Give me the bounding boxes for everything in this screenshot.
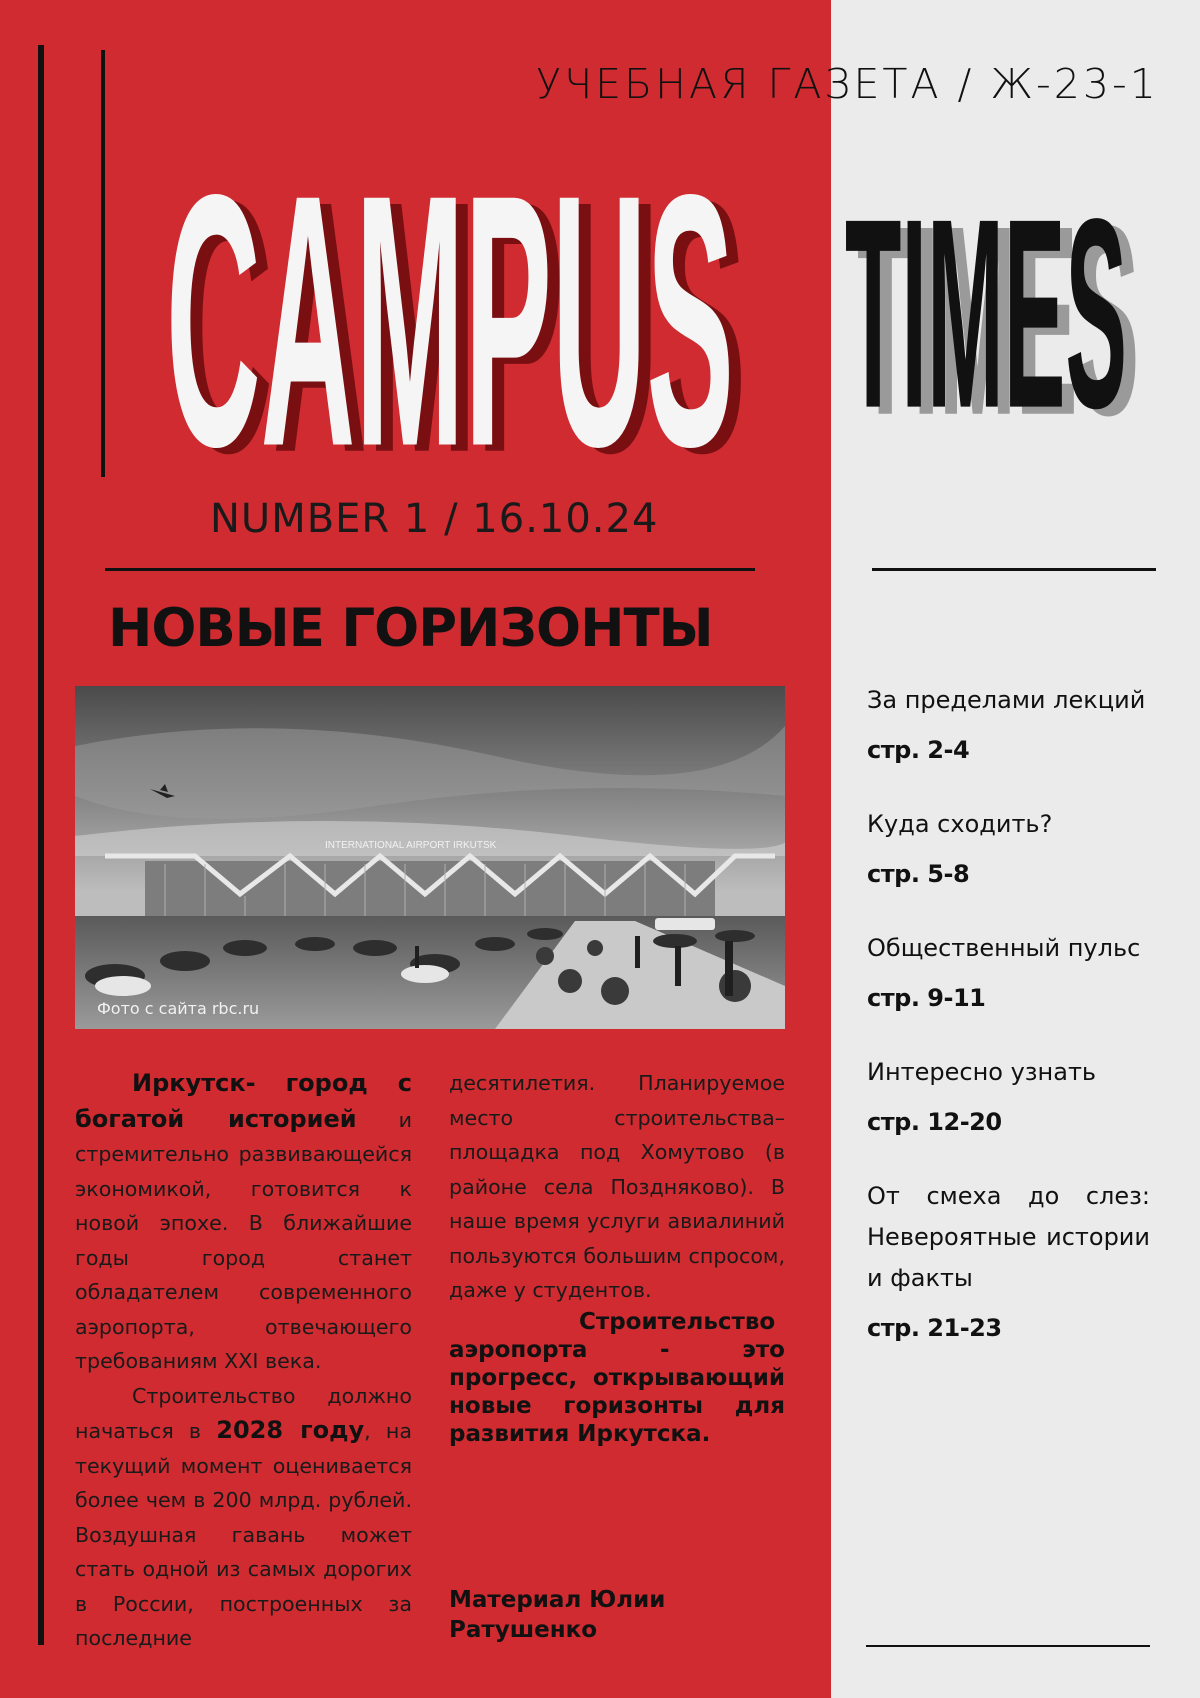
campus-title-text: CAMPUS: [166, 120, 734, 460]
times-title-text: TIMES: [845, 178, 1127, 448]
issue-number: NUMBER 1 / 16.10.24: [210, 496, 659, 542]
masthead-campus: [166, 60, 756, 460]
p2-start: Строительство должно начаться в: [75, 1383, 412, 1443]
article-paragraph-1: [75, 1066, 412, 1379]
toc-item-pages: стр. 5-8: [867, 860, 970, 888]
left-vertical-rule: [38, 45, 44, 1645]
photo-credit: Фото с сайта rbc.ru: [97, 999, 260, 1018]
article-author: Материал Юлии Ратушенко: [449, 1587, 666, 1643]
toc-item-title: От смеха до слез: Невероятные истории и факты: [867, 1182, 1150, 1292]
article-paragraph-2: [75, 1379, 412, 1656]
toc-item-pages: стр. 9-11: [867, 984, 986, 1012]
campus-shadow-text: CAMPUS: [178, 127, 746, 460]
times-shadow-text: TIMES: [857, 178, 1139, 448]
table-of-contents: [867, 680, 1150, 1382]
article-headline: НОВЫЕ ГОРИЗОНТЫ: [108, 598, 713, 659]
p2-text: , на текущий момент оценивается более чем в 200 млрд. рублей. Воздушная гавань может стать одной из самых дорогих в России, построенных за последние: [75, 1419, 412, 1650]
toc-item[interactable]: [867, 804, 1150, 888]
toc-item[interactable]: [867, 680, 1150, 764]
headline-rule: [105, 568, 755, 571]
article-column-2: [449, 1066, 785, 1448]
lead-text: и стремительно развивающейся экономикой, готовится к новой эпохе. В ближайшие годы город станет обладателем современного аэропорта, отвечающего требованиям XXI века.: [75, 1107, 412, 1373]
toc-item[interactable]: [867, 1052, 1150, 1136]
toc-item-pages: стр. 2-4: [867, 736, 970, 764]
toc-item-pages: стр. 21-23: [867, 1314, 1002, 1342]
title-vertical-rule: [101, 50, 105, 477]
toc-item-title: За пределами лекций: [867, 686, 1146, 714]
article-paragraph-2-continued: десятилетия. Планируемое место строительства– площадка под Хомутово (в районе села Поздняково). В наше время услуги авиалиний пользуются большим спросом, даже у студентов.: [449, 1071, 785, 1302]
airport-photo: [75, 686, 785, 1029]
article-column-1: [75, 1066, 412, 1656]
toc-item-title: Куда сходить?: [867, 810, 1053, 838]
toc-item[interactable]: [867, 928, 1150, 1012]
sidebar-bottom-rule: [866, 1645, 1150, 1647]
newspaper-subtitle: УЧЕБНАЯ ГАЗЕТА / Ж-23-1: [536, 60, 1159, 108]
toc-item[interactable]: [867, 1176, 1150, 1342]
masthead-times: [845, 178, 1145, 448]
toc-item-title: Интересно узнать: [867, 1058, 1097, 1086]
airport-sign: INTERNATIONAL AIRPORT IRKUTSK: [325, 840, 497, 851]
lead-bold: Иркутск- город с богатой историей: [75, 1069, 412, 1133]
toc-item-title: Общественный пульс: [867, 934, 1141, 962]
year-bold: 2028 году: [216, 1416, 365, 1444]
toc-item-pages: стр. 12-20: [867, 1108, 1002, 1136]
sidebar-top-rule: [872, 568, 1156, 571]
article-pull-quote: Строительство аэропорта - это прогресс, открывающий новые горизонты для развития Иркутска.: [449, 1308, 785, 1447]
